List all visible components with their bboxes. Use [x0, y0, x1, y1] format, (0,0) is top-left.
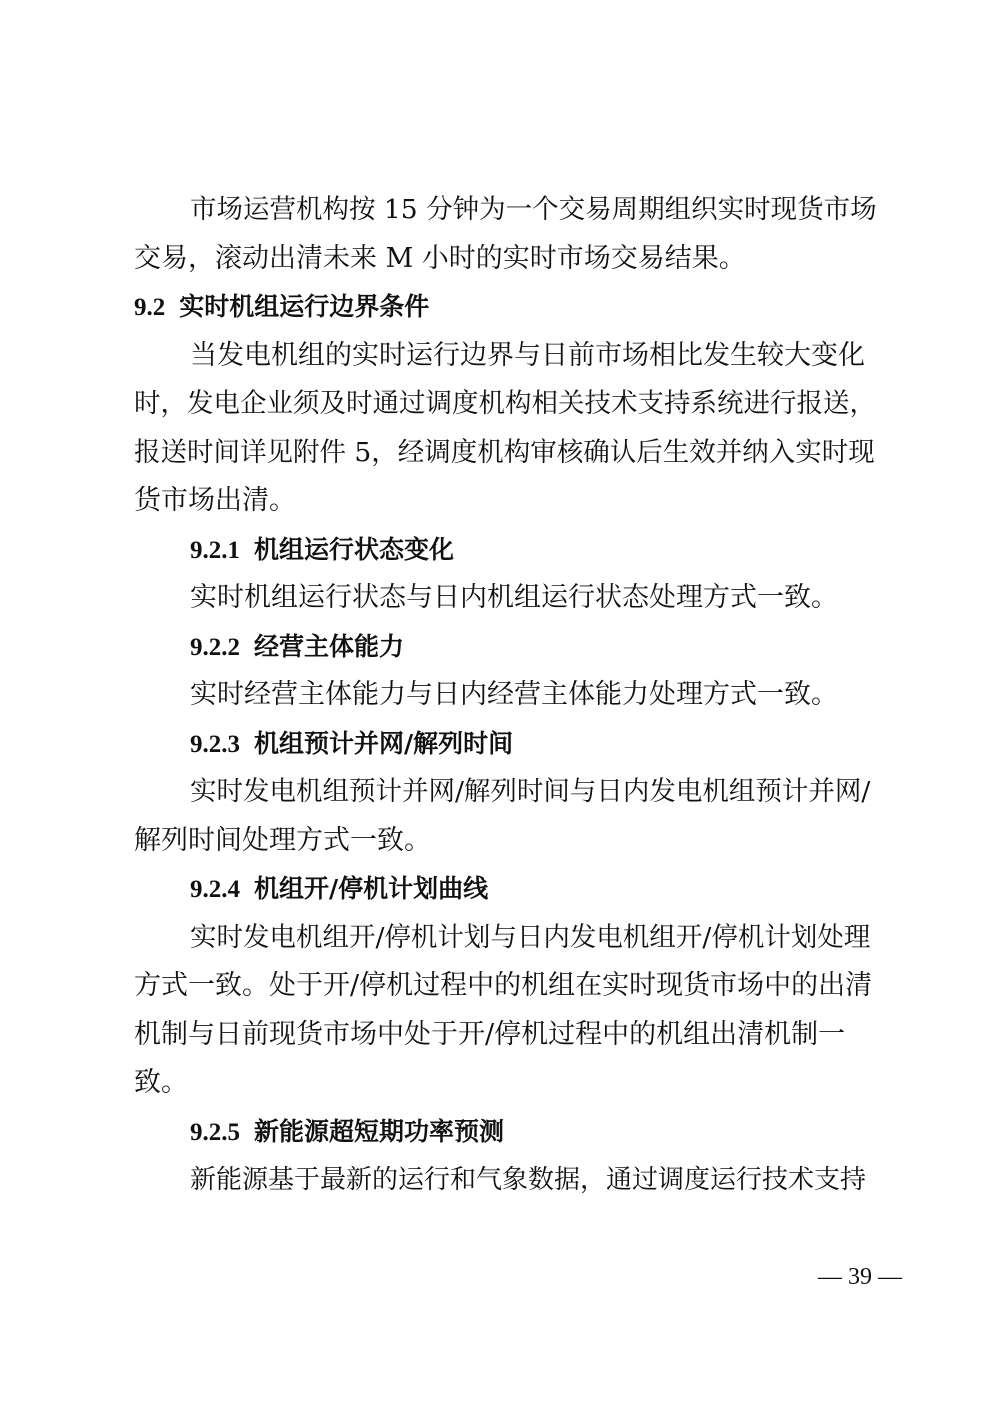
paragraph-line: 方式一致。处于开/停机过程中的机组在实时现货市场中的出清	[134, 970, 873, 1001]
section-title: 实时机组运行边界条件	[179, 292, 430, 321]
section-number: 9.2.3	[190, 731, 240, 758]
paragraph-line: 解列时间处理方式一致。	[134, 825, 431, 856]
paragraph-line: 货市场出清。	[134, 485, 296, 516]
subsection-heading-9-2-3	[190, 724, 513, 765]
section-title: 经营主体能力	[254, 632, 405, 661]
section-number: 9.2.2	[190, 634, 240, 661]
section-number: 9.2.4	[190, 876, 240, 903]
paragraph-line: 市场运营机构按 15 分钟为一个交易周期组织实时现货市场	[190, 194, 877, 225]
section-number: 9.2.1	[190, 537, 240, 564]
paragraph-line: 实时发电机组开/停机计划与日内发电机组开/停机计划处理	[190, 922, 871, 953]
paragraph-line: 致。	[134, 1067, 188, 1098]
subsection-heading-9-2-2	[190, 627, 404, 668]
paragraph-line: 当发电机组的实时运行边界与日前市场相比发生较大变化	[190, 340, 865, 371]
paragraph-line: 机制与日前现货市场中处于开/停机过程中的机组出清机制一	[134, 1019, 846, 1050]
section-title: 机组预计并网/解列时间	[254, 729, 514, 758]
section-number: 9.2.5	[190, 1119, 240, 1146]
section-title: 机组运行状态变化	[254, 535, 455, 564]
paragraph-line: 报送时间详见附件 5，经调度机构审核确认后生效并纳入实时现	[134, 437, 875, 468]
paragraph-line: 实时经营主体能力与日内经营主体能力处理方式一致。	[190, 679, 838, 710]
section-heading-9-2	[134, 287, 429, 328]
section-title: 机组开/停机计划曲线	[254, 874, 489, 903]
section-title: 新能源超短期功率预测	[254, 1117, 505, 1146]
paragraph-line: 新能源基于最新的运行和气象数据，通过调度运行技术支持	[190, 1165, 867, 1195]
page-number: — 39 —	[818, 1264, 902, 1290]
paragraph-line: 实时发电机组预计并网/解列时间与日内发电机组预计并网/	[190, 776, 871, 807]
subsection-heading-9-2-1	[190, 530, 454, 571]
subsection-heading-9-2-5	[190, 1112, 504, 1153]
subsection-heading-9-2-4	[190, 869, 488, 910]
paragraph-line: 实时机组运行状态与日内机组运行状态处理方式一致。	[190, 582, 838, 613]
paragraph-line: 时，发电企业须及时通过调度机构相关技术支持系统进行报送，	[134, 388, 876, 419]
section-number: 9.2	[134, 294, 166, 321]
paragraph-line: 交易，滚动出清未来 M 小时的实时市场交易结果。	[134, 243, 746, 274]
